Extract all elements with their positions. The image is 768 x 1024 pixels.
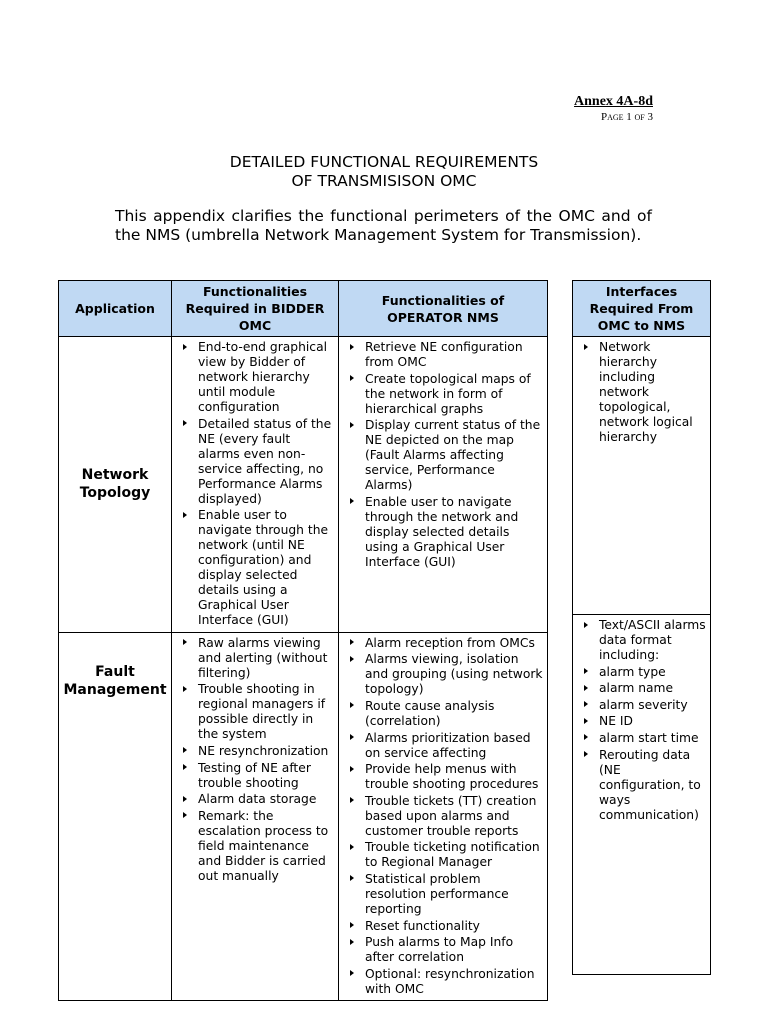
header-row bbox=[59, 281, 548, 337]
list-item: alarm name bbox=[577, 681, 707, 696]
list-item: Alarm data storage bbox=[176, 792, 335, 807]
list-item: Enable user to navigate through the network and display selected details using a Graphical User Interface (GUI) bbox=[343, 495, 544, 570]
list-item: Trouble shooting in regional managers if possible directly in the system bbox=[176, 682, 335, 742]
header-row bbox=[573, 281, 711, 337]
title-line-2: OF TRANSMISISON OMC bbox=[291, 172, 477, 190]
list-item: Alarm reception from OMCs bbox=[343, 636, 544, 651]
list-item: Display current status of the NE depicted on the map (Fault Alarms affecting service, Performance Alarms) bbox=[343, 418, 544, 493]
title-line-1: DETAILED FUNCTIONAL REQUIREMENTS bbox=[229, 153, 539, 171]
list-item: Text/ASCII alarms data format including: bbox=[577, 618, 707, 663]
page-number: Page 1 of 3 bbox=[600, 111, 653, 123]
annex-label: Annex 4A-8d bbox=[574, 94, 653, 109]
list-item: NE resynchronization bbox=[176, 744, 335, 759]
bidder-omc-cell bbox=[172, 632, 339, 1001]
intro-paragraph: This appendix clarifies the functional perimeters of the OMC and of the NMS (umbrella Network Management System for Transmission). bbox=[115, 207, 652, 244]
interfaces-table bbox=[572, 280, 711, 975]
header-application: Application bbox=[59, 281, 172, 337]
header-interfaces: Interfaces Required From OMC to NMS bbox=[573, 281, 711, 337]
application-cell: Fault Management bbox=[59, 632, 172, 1001]
list-item: NE ID bbox=[577, 714, 707, 729]
list-item: Raw alarms viewing and alerting (without filtering) bbox=[176, 636, 335, 681]
operator-nms-cell bbox=[339, 337, 548, 633]
table-row bbox=[573, 337, 711, 615]
header-operator-nms: Functionalities of OPERATOR NMS bbox=[339, 281, 548, 337]
list-item: Enable user to navigate through the network (until NE configuration) and display selected details using a Graphical User Interface (GUI) bbox=[176, 508, 335, 628]
list-item: End-to-end graphical view by Bidder of network hierarchy until module configuration bbox=[176, 340, 335, 415]
list-item: Network hierarchy including network topological, network logical hierarchy bbox=[577, 340, 707, 445]
list-item: alarm type bbox=[577, 665, 707, 680]
list-item: Trouble tickets (TT) creation based upon alarms and customer trouble reports bbox=[343, 794, 544, 839]
bidder-omc-cell bbox=[172, 337, 339, 633]
requirements-table bbox=[58, 280, 548, 1001]
list-item: alarm start time bbox=[577, 731, 707, 746]
list-item: Create topological maps of the network in form of hierarchical graphs bbox=[343, 372, 544, 417]
table-row bbox=[59, 337, 548, 633]
application-cell: Network Topology bbox=[59, 337, 172, 633]
document-title bbox=[0, 153, 768, 191]
table-row bbox=[59, 632, 548, 1001]
list-item: Provide help menus with trouble shooting procedures bbox=[343, 762, 544, 792]
list-item: Alarms prioritization based on service affecting bbox=[343, 731, 544, 761]
list-item: Testing of NE after trouble shooting bbox=[176, 761, 335, 791]
list-item: Retrieve NE configuration from OMC bbox=[343, 340, 544, 370]
list-item: Push alarms to Map Info after correlation bbox=[343, 935, 544, 965]
list-item: Optional: resynchronization with OMC bbox=[343, 967, 544, 997]
operator-nms-cell bbox=[339, 632, 548, 1001]
table-row bbox=[573, 615, 711, 975]
list-item: Trouble ticketing notification to Regional Manager bbox=[343, 840, 544, 870]
interfaces-cell bbox=[573, 337, 711, 615]
list-item: Route cause analysis (correlation) bbox=[343, 699, 544, 729]
list-item: Rerouting data (NE configuration, to ways communication) bbox=[577, 748, 707, 823]
list-item: Remark: the escalation process to field maintenance and Bidder is carried out manually bbox=[176, 809, 335, 884]
header-bidder-omc: Functionalities Required in BIDDER OMC bbox=[172, 281, 339, 337]
list-item: Alarms viewing, isolation and grouping (using network topology) bbox=[343, 652, 544, 697]
list-item: alarm severity bbox=[577, 698, 707, 713]
interfaces-cell bbox=[573, 615, 711, 975]
list-item: Detailed status of the NE (every fault alarms even non-service affecting, no Performance Alarms displayed) bbox=[176, 417, 335, 507]
list-item: Reset functionality bbox=[343, 919, 544, 934]
list-item: Statistical problem resolution performance reporting bbox=[343, 872, 544, 917]
